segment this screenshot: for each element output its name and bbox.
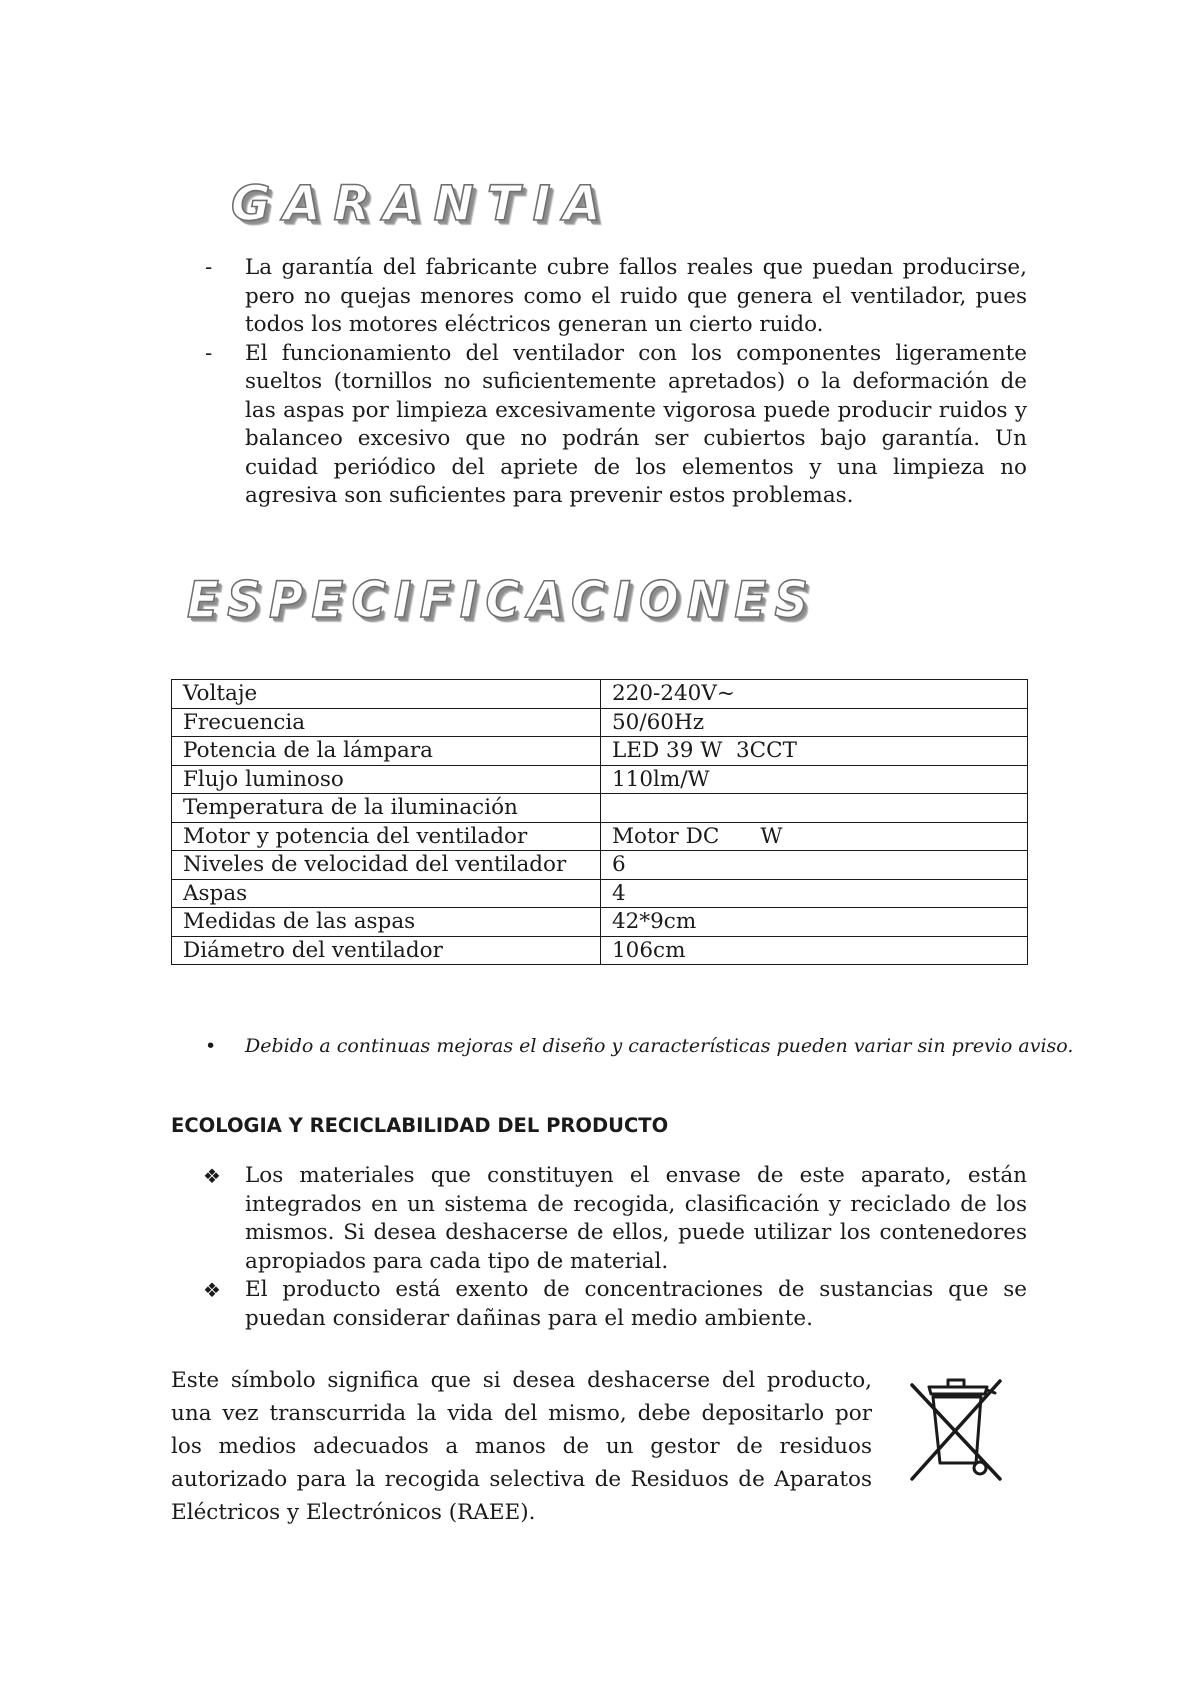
spec-row	[172, 765, 1028, 794]
dash-bullet: -	[205, 255, 213, 280]
spec-row	[172, 908, 1028, 937]
notice-text: Debido a continuas mejoras el diseño y características pueden variar sin previo aviso.	[245, 1035, 1074, 1057]
spec-label: Temperatura de la iluminación	[172, 794, 601, 823]
ecologia-item-text: El producto está exento de concentraciones de sustancias que se puedan considerar dañinas para el medio ambiente.	[245, 1277, 1027, 1331]
spec-value: LED 39 W 3CCT	[601, 737, 1028, 766]
spec-row	[172, 708, 1028, 737]
garantia-item-text: La garantía del fabricante cubre fallos reales que puedan producirse, pero no quejas menores como el ruido que genera el ventilador, pues todos los motores eléctricos generan un cierto ruido.	[245, 255, 1027, 337]
spec-value: Motor DC W	[601, 822, 1028, 851]
spec-row	[172, 851, 1028, 880]
garantia-list	[205, 254, 1027, 511]
notice-bullet: •	[205, 1035, 217, 1057]
spec-label: Medidas de las aspas	[172, 908, 601, 937]
ecologia-heading: ECOLOGIA Y RECICLABILIDAD DEL PRODUCTO	[171, 1114, 669, 1137]
spec-value: 106cm	[601, 936, 1028, 965]
spec-value: 110lm/W	[601, 765, 1028, 794]
spec-value: 4	[601, 879, 1028, 908]
ecologia-item-text: Los materiales que constituyen el envase de este aparato, están integrados en un sistema de recogida, clasificación y reciclado de los mismos. Si desea deshacerse de ellos, puede utilizar los contenedores apropiados para cada tipo de material.	[245, 1163, 1027, 1274]
dash-bullet: -	[205, 340, 213, 366]
ecologia-item	[205, 1162, 1027, 1276]
spec-label: Voltaje	[172, 680, 601, 709]
spec-value	[601, 794, 1028, 823]
spec-row	[172, 936, 1028, 965]
garantia-item	[205, 340, 1027, 511]
garantia-item	[205, 254, 1027, 340]
spec-table-body	[172, 680, 1028, 965]
especificaciones-title: ESPECIFICACIONES	[187, 571, 817, 629]
spec-row	[172, 794, 1028, 823]
crossed-out-wheelie-bin-icon	[902, 1375, 1010, 1485]
spec-value: 220-240V~	[601, 680, 1028, 709]
spec-row	[172, 879, 1028, 908]
spec-label: Diámetro del ventilador	[172, 936, 601, 965]
diamond-bullet-icon: ❖	[203, 1278, 221, 1302]
raee-paragraph: Este símbolo significa que si desea deshacerse del producto, una vez transcurrida la vida del mismo, debe depositarlo por los medios adecuados a manos de un gestor de residuos autorizado para la recogida selectiva de Residuos de Aparatos Eléctricos y Electrónicos (RAEE).	[171, 1368, 872, 1525]
spec-table	[171, 679, 1028, 965]
spec-label: Flujo luminoso	[172, 765, 601, 794]
spec-label: Potencia de la lámpara	[172, 737, 601, 766]
garantia-title: GARANTIA	[231, 176, 614, 232]
diamond-bullet-icon: ❖	[203, 1164, 221, 1188]
spec-value: 6	[601, 851, 1028, 880]
ecologia-item	[205, 1276, 1027, 1333]
spec-label: Niveles de velocidad del ventilador	[172, 851, 601, 880]
garantia-item-text: El funcionamiento del ventilador con los componentes ligeramente sueltos (tornillos no suficientemente apretados) o la deformación de las aspas por limpieza excesivamente vigorosa puede producir ruidos y balanceo excesivo que no podrán ser cubiertos bajo garantía. Un cuidad periódico del apriete de los elementos y una limpieza no agresiva son suficientes para prevenir estos problemas.	[245, 340, 1027, 508]
ecologia-list	[205, 1162, 1027, 1333]
spec-label: Motor y potencia del ventilador	[172, 822, 601, 851]
spec-value: 50/60Hz	[601, 708, 1028, 737]
spec-label: Frecuencia	[172, 708, 601, 737]
spec-value: 42*9cm	[601, 908, 1028, 937]
spec-row	[172, 822, 1028, 851]
spec-row	[172, 737, 1028, 766]
spec-label: Aspas	[172, 879, 601, 908]
spec-row	[172, 680, 1028, 709]
